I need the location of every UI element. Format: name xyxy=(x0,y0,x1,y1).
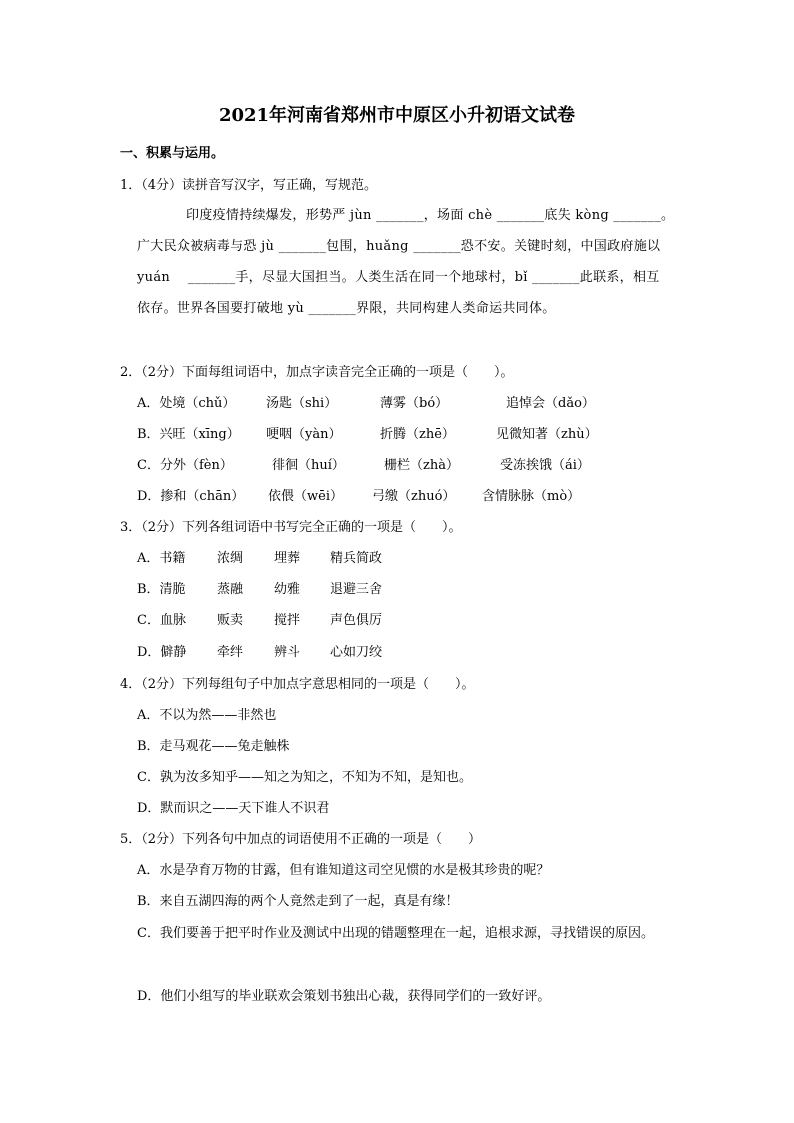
option-word: C．血脉 xyxy=(137,613,186,628)
option-word: 贩卖 xyxy=(217,613,244,628)
option-word: 弓缴（zhuó） xyxy=(372,489,456,504)
question-4-stem: 4．（2分）下列每组句子中加点字意思相同的一项是（ ）。 xyxy=(120,677,475,692)
question-5-option: A．水是孕育万物的甘露，但有谁知道这司空见惯的水是极其珍贵的呢？ xyxy=(137,863,550,878)
question-5-option: D．他们小组写的毕业联欢会策划书独出心裁，获得同学们的一致好评。 xyxy=(137,989,551,1004)
option-word: 蒸融 xyxy=(217,582,244,597)
option-word: 埋葬 xyxy=(274,551,301,566)
option-word: 见微知著（zhù） xyxy=(496,427,598,442)
option-word: 搅拌 xyxy=(274,613,301,628)
option-word: 栅栏（zhà） xyxy=(384,458,459,473)
question-4-option: D．默而识之——天下谁人不识君 xyxy=(137,801,330,816)
question-1-line: 依存。世界各国要打破地 yù _______界限，共同构建人类命运共同体。 xyxy=(137,301,556,316)
option-word: 受冻挨饿（ái） xyxy=(500,458,590,473)
option-word: A．书籍 xyxy=(137,551,186,566)
option-word: C．分外（fèn） xyxy=(137,458,233,473)
question-2-stem: 2．（2分）下面每组词语中，加点字读音完全正确的一项是（ ）。 xyxy=(120,365,514,380)
option-word: 追悼会（dǎo） xyxy=(506,396,595,411)
question-1-stem: 1．（4分）读拼音写汉字，写正确，写规范。 xyxy=(120,178,378,193)
page-title: 2021年河南省郑州市中原区小升初语文试卷 xyxy=(218,105,576,126)
question-4-option: A．不以为然——非然也 xyxy=(137,708,277,723)
option-word: 依偎（wēi） xyxy=(268,489,343,504)
option-word: 辨斗 xyxy=(274,645,301,660)
option-word: 心如刀绞 xyxy=(330,645,383,660)
question-4-option: B．走马观花——兔走触株 xyxy=(137,739,290,754)
option-word: D．掺和（chān） xyxy=(137,489,245,504)
option-word: 声色俱厉 xyxy=(330,613,383,628)
question-5-stem: 5．（2分）下列各句中加点的词语使用不正确的一项是（ ） xyxy=(120,832,482,847)
option-word: B．清脆 xyxy=(137,582,186,597)
option-word: 汤匙（shi） xyxy=(266,396,338,411)
option-word: 牵绊 xyxy=(217,645,244,660)
option-word: 哽咽（yàn） xyxy=(266,427,342,442)
question-4-option: C．孰为汝多知乎——知之为知之，不知为不知，是知也。 xyxy=(137,770,472,785)
option-word: 幼雅 xyxy=(274,582,301,597)
question-1-line: 广大民众被病毒与恐 jù _______包围，huǎng _______恐不安。关键时刻，中国政府施以 xyxy=(137,239,661,254)
option-word: 折腾（zhē） xyxy=(380,427,455,442)
question-5-option: C．我们要善于把平时作业及测试中出现的错题整理在一起，追根求源，寻找错误的原因。 xyxy=(137,926,654,941)
question-5-option: B．来自五湖四海的两个人竟然走到了一起，真是有缘！ xyxy=(137,894,459,909)
option-word: A．处境（chǔ） xyxy=(137,396,236,411)
option-word: 薄雾（bó） xyxy=(380,396,449,411)
option-word: 徘徊（huí） xyxy=(272,458,345,473)
question-1-line: 印度疫情持续爆发，形势严 jùn _______，场面 chè _______底失 kòng _______。 xyxy=(186,208,675,223)
option-word: 精兵简政 xyxy=(330,551,383,566)
question-3-stem: 3．（2分）下列各组词语中书写完全正确的一项是（ ）。 xyxy=(120,520,462,535)
option-word: B．兴旺（xīng） xyxy=(137,427,240,442)
option-word: D．僻静 xyxy=(137,645,187,660)
section-heading: 一、积累与运用。 xyxy=(120,146,225,161)
option-word: 浓绸 xyxy=(217,551,244,566)
question-1-line: yuán _______手，尽显大国担当。人类生活在同一个地球村，bǐ _______此联系，相互 xyxy=(137,270,660,285)
option-word: 退避三舍 xyxy=(330,582,383,597)
option-word: 含情脉脉（mò） xyxy=(482,489,581,504)
